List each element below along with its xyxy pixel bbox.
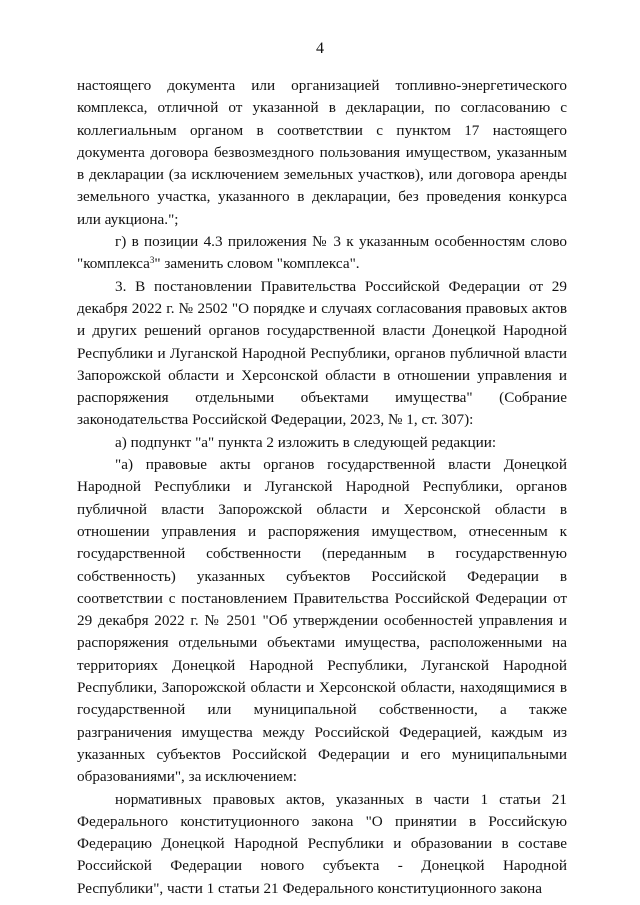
footnote-superscript: 3 — [149, 255, 155, 266]
paragraph-quoted-a: "а) правовые акты органов государственной власти Донецкой Народной Республики и Луганской Народной Республики, органов публичной власти Запорожской области и Херсонской области в отношении управления и распоряжения имуществом, отнесенным к государственной собственности (переданным в государственную собственность) указанных субъектов Российской Федерации в соответствии с постановлением Правительства Российской Федерации от 29 декабря 2022 г. № 2501 "Об утверждении особенностей управления и распоряжения отдельными объектами имущества, расположенными на территориях Донецкой Народной Республики, Луганской Народной Республики, Запорожской области и Херсонской области, находящимися в государственной или муниципальной собственности, а также разграничения имущества между Российской Федерацией, каждым из указанных субъектов Российской Федерации и его муниципальными образованиями", за исключением: — [77, 456, 567, 786]
paragraph-exceptions: нормативных правовых актов, указанных в части 1 статьи 21 Федерального конституционного закона "О принятии в Российскую Федерацию Донецкой Народной Республики и образовании в составе Российской Федерации нового субъекта - Донецкой Народной Республики", части 1 статьи 21 Федерального конституционного закона — [77, 790, 567, 897]
paragraph-item-g-text-start: г) в позиции 4.3 приложения № 3 к указанным особенностям слово "комплекса — [77, 233, 567, 273]
paragraph-item-g-text-end: " заменить словом "комплекса". — [154, 255, 360, 273]
paragraph-section-3: 3. В постановлении Правительства Российской Федерации от 29 декабря 2022 г. № 2502 "О порядке и случаях согласования правовых актов и других решений органов государственной власти Донецкой Народной Республики и Луганской Народной Республики, органов публичной власти Запорожской области и Херсонской области в отношении управления и распоряжения отдельными объектами имущества" (Собрание законодательства Российской Федерации, 2023, № 1, ст. 307): — [77, 277, 567, 429]
page-number: 4 — [316, 40, 324, 57]
document-body — [77, 75, 567, 900]
paragraph-continuation: настоящего документа или организацией топливно-энергетического комплекса, отличной от указанной в декларации, по согласованию с коллегиальным органом в соответствии с пунктом 17 настоящего документа договора безвозмездного пользования имуществом, указанным в декларации (за исключением земельных участков), или договора аренды земельного участка, указанного в декларации, без проведения конкурса или аукциона."; — [77, 77, 567, 228]
paragraph-item-a: а) подпункт "а" пункта 2 изложить в следующей редакции: — [115, 433, 497, 451]
paragraph-item-g — [77, 231, 567, 276]
